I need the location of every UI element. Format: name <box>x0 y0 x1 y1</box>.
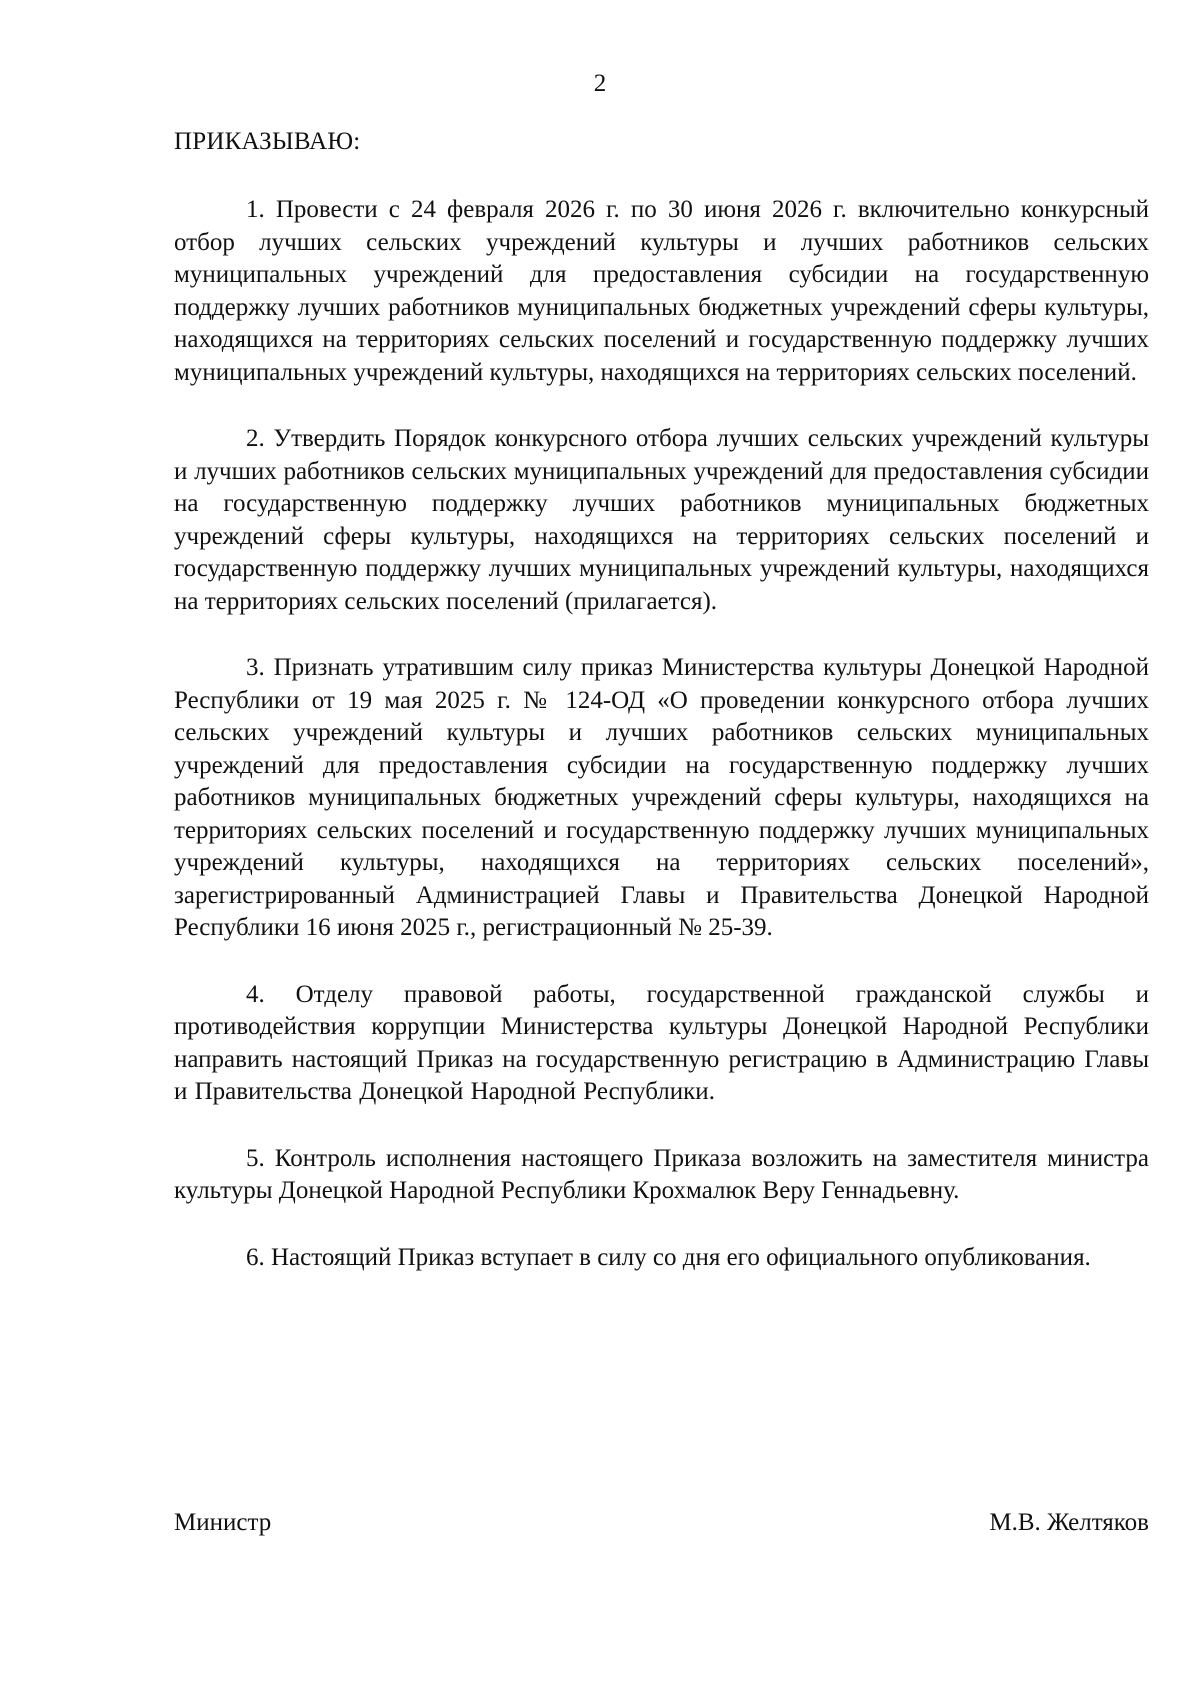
order-item-5: 5. Контроль исполнения настоящего Приказа возложить на заместителя министра культуры Донецкой Народной Республики Крохмалюк Веру Геннадьевну. <box>174 1144 1149 1204</box>
order-body <box>174 194 1149 1308</box>
page-number: 2 <box>593 70 607 97</box>
order-item-3: 3. Признать утратившим силу приказ Министерства культуры Донецкой Народной Республики от 19 мая 2025 г. № 124-ОД «О проведении конкурсного отбора лучших сельских учреждений культуры и лучших работников сельских муниципальных учреждений для предоставления субсидии на государственную поддержку лучших работников муниципальных бюджетных учреждений сферы культуры, находящихся на территориях сельских поселений и государственную поддержку лучших муниципальных учреждений культуры, находящихся на территориях сельских поселений», зарегистрированный Администрацией Главы и Правительства Донецкой Народной Республики 16 июня 2025 г., регистрационный № 25-39. <box>174 654 1149 941</box>
order-item-2: 2. Утвердить Порядок конкурсного отбора лучших сельских учреждений культуры и лучших работников сельских муниципальных учреждений для предоставления субсидии на государственную поддержку лучших работников муниципальных бюджетных учреждений сферы культуры, находящихся на территориях сельских поселений и государственную поддержку лучших муниципальных учреждений культуры, находящихся на территориях сельских поселений (прилагается). <box>174 425 1149 615</box>
signature-block <box>174 1507 1149 1541</box>
signatory-name: М.В. Желтяков <box>989 1509 1149 1536</box>
order-item-6: 6. Настоящий Приказ вступает в силу со дня его официального опубликования. <box>246 1243 1091 1271</box>
order-item-1: 1. Провести с 24 февраля 2026 г. по 30 июня 2026 г. включительно конкурсный отбор лучших сельских учреждений культуры и лучших работников сельских муниципальных учреждений для предоставления субсидии на государственную поддержку лучших работников муниципальных бюджетных учреждений сферы культуры, находящихся на территориях сельских поселений и государственную поддержку лучших муниципальных учреждений культуры, находящихся на территориях сельских поселений. <box>174 196 1149 386</box>
order-item-4: 4. Отделу правовой работы, государственной гражданской службы и противодействия коррупции Министерства культуры Донецкой Народной Республики направить настоящий Приказ на государственную регистрацию в Администрацию Главы и Правительства Донецкой Народной Республики. <box>174 980 1149 1105</box>
order-heading: ПРИКАЗЫВАЮ: <box>174 128 361 155</box>
signatory-title: Министр <box>174 1509 272 1536</box>
